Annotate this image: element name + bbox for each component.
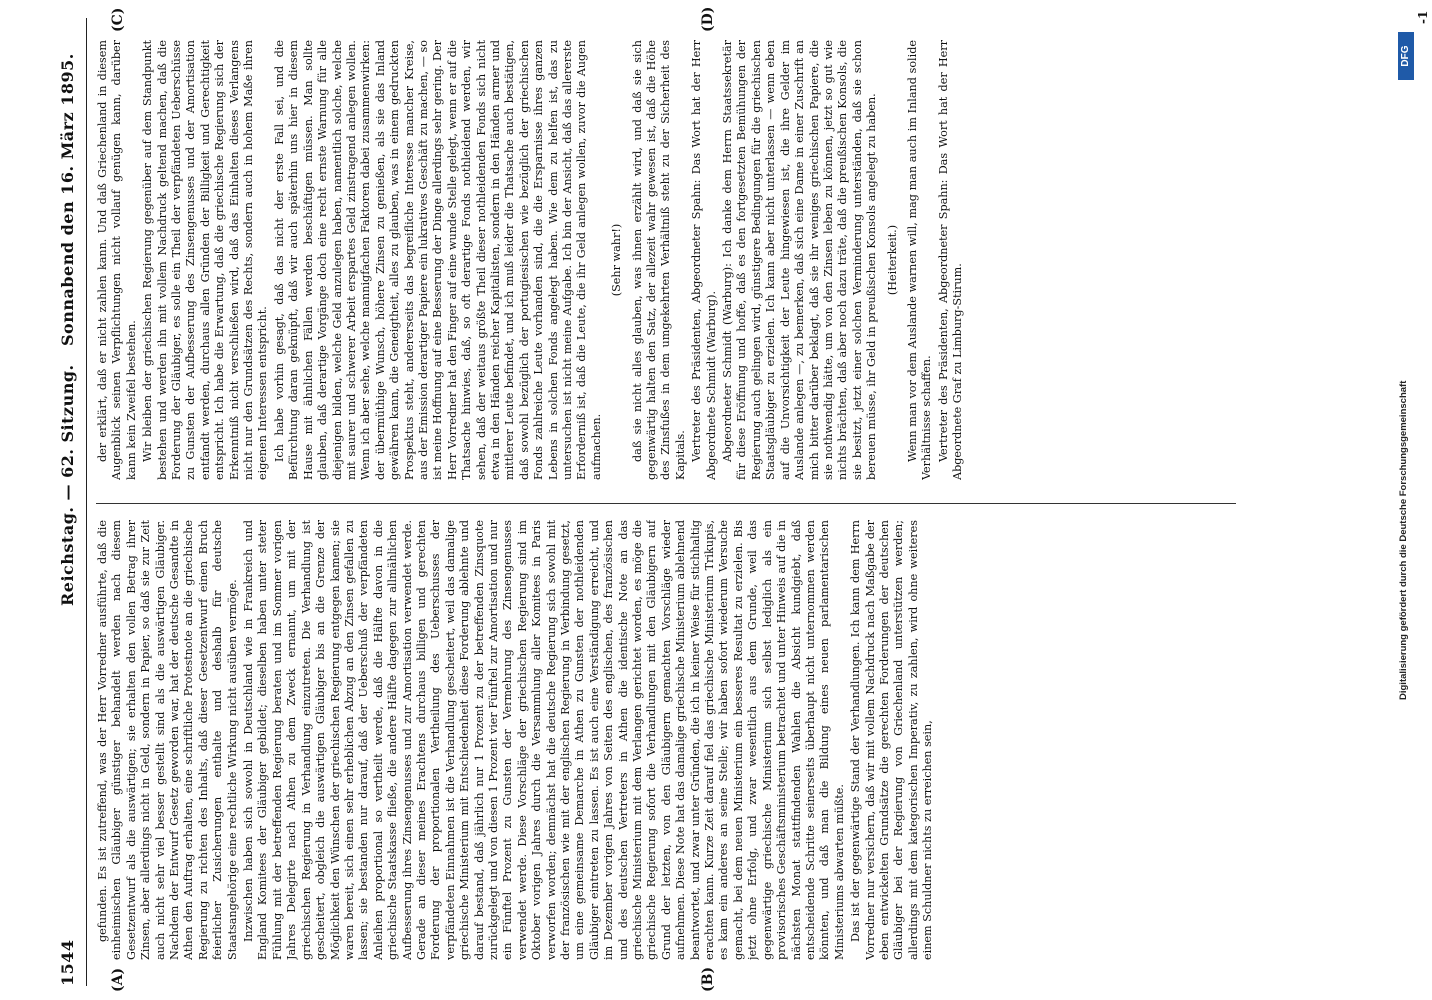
margin-letter-d: (D): [700, 6, 716, 32]
margin-letter-b: (B): [700, 966, 716, 992]
paragraph: Wenn man vor dem Auslande warnen will, mag man auch im Inland solide Verhältnisse schaffen.: [905, 40, 934, 480]
running-title: Reichstag. — 62. Sitzung.: [58, 364, 77, 606]
speaker-paragraph: Vertreter des Präsidenten, Abgeordneter Spahn: Das Wort hat der Herr Abgeordnete Schmidt (Warburg).: [690, 40, 718, 480]
speaker-paragraph: Vertreter des Präsidenten, Abgeordneter Spahn: Das Wort hat der Herr Abgeordnete Graf zu Limburg-Stirum.: [936, 40, 965, 480]
paragraph: gefunden. Es ist zutreffend, was der Herr Vorredner ausführte, daß die einheimischen Gläubiger günstiger behandelt werden nach diesem Gesetzentwurf als die auswärtigen; sie erhalten den vollen Betrag ihrer Zinsen, aber allerdings nicht in Geld, sondern in Papier, so daß sie zur Zeit auch nicht sehr viel besser gestellt sind als die auswärtigen Gläubiger. Nachdem der Entwurf Gesetz geworden war, hat der deutsche Gesandte in Athen den Auftrag erhalten, eine schriftliche Protestnote an die griechische Regierung zu richten des Inhalts, daß dieser Gesetzentwurf einen Bruch feierlicher Zusicherungen enthalte und deshalb für deutsche Staatsangehörige eine rechtliche Wirkung nicht ausüben vermöge.: [96, 520, 239, 960]
paragraph: Ich habe vorhin gesagt, daß das nicht der erste Fall sei, und die Befürchtung daran geknüpft, daß wir auch späterhin uns hier in diesem Hause mit ähnlichen Fällen werden beschäftigen müssen. Man sollte glauben, daß derartige Vorgänge doch eine recht ernste Warnung für alle diejenigen bilden, welche Geld anzulegen haben, namentlich solche, welche mit saurer und schwerer Arbeit erspartes Geld zinstragend anlegen wollen. Wenn ich aber sehe, welche mannigfachen Faktoren dabei zusammenwirken: der übermüthige Wunsch, höhere Zinsen zu genießen, als sie das Inland gewähren kann, die Geneigtheit, alles zu glauben, was in einem gedruckten Prospektus steht, andererseits das begreifliche Interesse mancher Kreise, aus der Emission derartiger Papiere ein lukratives Geschäft zu machen, — so ist meine Hoffnung auf eine Besserung der Dinge allerdings sehr gering. Der Herr Vorredner hat den Finger auf eine wunde Stelle gelegt, wenn er auf die Thatsache hinwies, daß, so oft derartige Fonds nothleidend werden, wir sehen, daß der weitaus größte Theil dieser nothleidenden Fonds sich nicht etwa in den Händen reicher Kapitalisten, sondern in den Händen armer und mittlerer Leute befindet, und ich muß leider die Thatsache auch bestätigen, daß sowohl bezüglich der portugiesischen wie bezüglich der griechischen Fonds zahlreiche Leute vorhanden sind, die die Ersparnisse ihres ganzen Lebens in solchen Fonds angelegt haben. Wie dem zu helfen ist, das zu untersuchen ist nicht meine Aufgabe. Ich bin der Ansicht, daß das allererste Erforderniß ist, daß die Leute, die ihr Geld anlegen wollen, zuvor die Augen aufmachen.: [272, 40, 603, 480]
header-rule: [86, 18, 87, 986]
session-date: Sonnabend den 16. März 1895.: [58, 53, 77, 346]
speaker-paragraph: Abgeordneter Schmidt (Warburg): Ich danke dem Herrn Staatssekretär für diese Eröffnung und hoffe, daß es den fortgesetzten Bemühungen der Regierung auch gelingen wird, günstigere Bedingungen für die griechischen Staatsgläubiger zu erzielen. Ich kann aber nicht unterlassen — wenn eben auf die Unvorsichtigkeit der Leute hingewiesen ist, die ihre Gelder im Auslande anlegen —, zu bemerken, daß sich eine Dame in einer Zuschrift an mich bitter darüber beklagt, daß sie ihr weniges griechischen Papiere, die sie nothwendig hätte, um von den Zinsen leben zu können, jetzt so gut wie nichts brächten, daß aber noch dazu träte, daß die preußischen Konsols, die sie besitzt, jetzt einer solchen Verminderung unterständen, daß sie schon bereuen müsse, ihr Geld in preußischen Konsols angelegt zu haben.: [721, 40, 879, 480]
page-header: [54, 18, 84, 986]
right-column: [96, 40, 1256, 480]
paragraph: Das ist der gegenwärtige Stand der Verhandlungen. Ich kann dem Herrn Vorredner nur versichern, daß wir mit vollem Nachdruck nach Maßgabe der eben entwickelten Grundsätze die gerechten Forderungen der deutschen Gläubiger bei der Regierung von Griechenland unterstützen werden; allerdings mit dem kategorischen Imperativ, zu zahlen, wird ohne weiteres einem Schuldner nichts zu erreichen sein,: [849, 520, 935, 960]
margin-letter-a: (A): [110, 967, 126, 992]
paragraph: Inzwischen haben sich sowohl in Deutschland wie in Frankreich und England Komitees der Gläubiger gebildet; dieselben haben unter steter Fühlung mit der betreffenden Regierung beraten und im Sommer vorigen Jahres Delegirte nach Athen zu dem Zweck ernannt, um mit der griechischen Regierung in Verhandlung einzutreten. Die Verhandlung ist gescheitert, obgleich die auswärtigen Gläubiger bis an die Grenze der Möglichkeit den Wünschen der griechischen Regierung entgegen kamen; sie waren bereit, sich einen sehr erheblichen Abzug an den Zinsen gefallen zu lassen; sie bestanden nur darauf, daß der Ueberschuß der verpfändeten Anleihen proportional so vertheilt werde, daß die Hälfte davon in die griechische Staatskasse fließe, die andere Hälfte dagegen zur allmählichen Aufbesserung ihres Zinsengenusses und zur Amortisation verwendet werde. Gerade an dieser meines Erachtens durchaus billigen und gerechten Forderung der proportionalen Vertheilung des Ueberschusses der verpfändeten Einnahmen ist die Verhandlung gescheitert, weil das damalige griechische Ministerium mit Entschiedenheit diese Forderung ablehnte und darauf bestand, daß jährlich nur 1 Prozent zu der betreffenden Zinsquote zurückgelegt und von diesen 1 Prozent vier Fünftel zur Amortisation und nur ein Fünftel Prozent zu Gunsten der Vermehrung des Zinsengenusses verwendet werde. Diese Vorschläge der griechischen Regierung sind im Oktober vorigen Jahres durch die Versammlung aller Komitees in Paris verworfen worden; demnächst hat die deutsche Regierung sich sowohl mit der französischen wie mit der englischen Regierung in Verbindung gesetzt, um eine gemeinsame Demarche in Athen zu Gunsten der nothleidenden Gläubiger eintreten zu lassen. Es ist auch eine Verständigung erreicht, und im Dezember vorigen Jahres von Seiten des englischen, des französischen und des deutschen Vertreters in Athen die identische Note an das griechische Ministerium mit dem Verlangen gerichtet worden, es möge die griechische Regierung sofort die Verhandlungen mit den Gläubigern auf Grund der letzten, von den Gläubigern gemachten Vorschläge wieder aufnehmen. Diese Note hat das damalige griechische Ministerium ablehnend beantwortet, und zwar unter Gründen, die ich in keiner Weise für stichhaltig erachten kann. Kurze Zeit darauf fiel das griechische Ministerium Trikupis, es kam ein anderes an seine Stelle; wir haben sofort wiederum Versuche gemacht, bei dem neuen Ministerium ein besseres Resultat zu erzielen. Bis jetzt ohne Erfolg, und zwar wesentlich aus dem Grunde, weil das gegenwärtige griechische Ministerium sich selbst lediglich als ein provisorisches Geschäftsministerium betrachtet und unter Hinweis auf die in nächsten Monat stattfindenden Wahlen die Absicht kundgiebt, daß entscheidende Schritte seinerseits überhaupt nicht unternommen werden könnten, und daß man die Bildung eines neuen parlamentarischen Ministeriums abwarten müßte.: [242, 520, 846, 960]
paragraph: der erklärt, daß er nicht zahlen kann. Und daß Griechenland in diesem Augenblick seinen Verpflichtungen nicht vollauf genügen kann, darüber kann kein Zweifel bestehen.: [96, 40, 138, 480]
digitization-credit: Digitalisierung gefördert durch die Deutsche Forschungsgemeinschaft: [1398, 380, 1409, 700]
page-number: 1544: [58, 939, 77, 986]
paragraph: Wir bleiben der griechischen Regierung gegenüber auf dem Standpunkt bestehen und werden ihn mit vollem Nachdruck geltend machen, daß die Forderung der Gläubiger, es solle ein Theil der verpfändeten Ueberschüsse zu Gunsten der Aufbesserung des Zinsengenusses und der Amortisation entfandt werden, durchaus allen Gründen der Billigkeit und Gerechtigkeit entspricht. Ich habe die Erwartung, daß die griechische Regierung sich der Erkenntniß nicht verschließen wird, daß das Einhalten dieses Verlangens nicht nur den Grundsätzen des Rechts, sondern auch in hohem Maße ihren eigenen Interessen entspricht.: [141, 40, 270, 480]
corner-mark: -1: [1416, 10, 1430, 24]
interjection-sehr-wahr: (Sehr wahr!): [610, 223, 624, 297]
left-column: [96, 520, 1176, 960]
dfg-logo: DFG: [1398, 32, 1414, 80]
column-divider: [96, 503, 1236, 504]
margin-letter-c: (C): [110, 7, 126, 32]
paragraph: daß sie nicht alles glauben, was ihnen erzählt wird, und daß sie sich gegenwärtig halten den Satz, der allezeit wahr gewesen ist, daß die Höhe des Zinsfußes in dem umgekehrten Verhältniß steht zu der Sicherheit des Kapitals.: [630, 40, 687, 480]
interjection-heiterkeit: (Heiterkeit.): [885, 224, 899, 296]
